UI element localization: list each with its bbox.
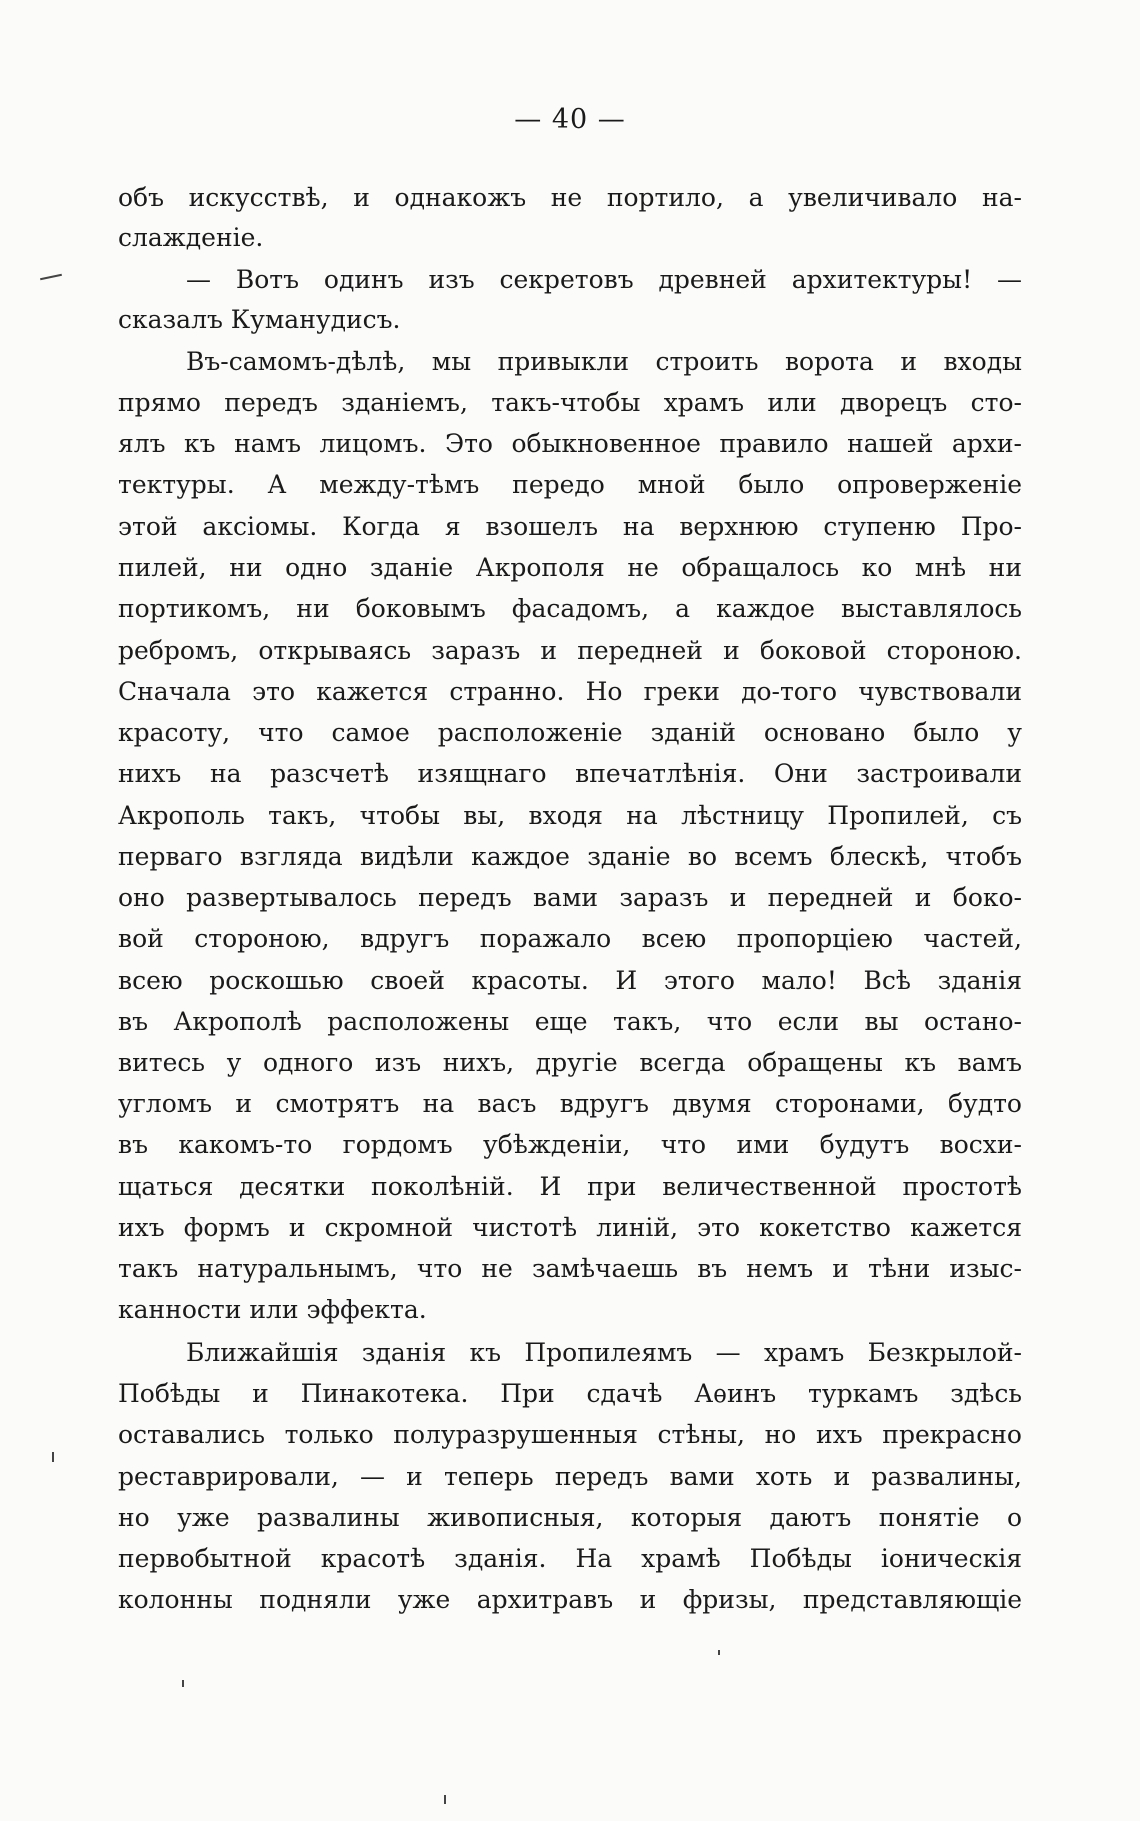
margin-tick-mark bbox=[52, 1452, 54, 1462]
page-number: — 40 — bbox=[514, 104, 626, 135]
text-line: Въ-самомъ-дѣлѣ, мы привыкли строить ворота и входы bbox=[186, 347, 1022, 376]
text-line: перваго взгляда видѣли каждое зданіе во всемъ блескѣ, чтобъ bbox=[118, 842, 1022, 871]
text-line: всею роскошью своей красоты. И этого мало! Всѣ зданія bbox=[118, 966, 1022, 995]
text-line: — Вотъ одинъ изъ секретовъ древней архитектуры! — bbox=[186, 265, 1022, 294]
text-line: угломъ и смотрятъ на васъ вдругъ двумя сторонами, будто bbox=[118, 1089, 1022, 1118]
text-line: Ближайшія зданія къ Пропилеямъ — храмъ Безкрылой- bbox=[186, 1338, 1022, 1367]
text-line: объ искусствѣ, и однакожъ не портило, а увеличивало на- bbox=[118, 183, 1022, 212]
margin-pencil-mark bbox=[40, 274, 62, 281]
text-line: оно развертывалось передъ вами заразъ и передней и боко- bbox=[118, 883, 1022, 912]
text-line: но уже развалины живописныя, которыя даютъ понятіе о bbox=[118, 1503, 1022, 1532]
text-line: красоту, что самое расположеніе зданій основано было у bbox=[118, 718, 1022, 747]
text-line: вой стороною, вдругъ поражало всею пропорціею частей, bbox=[118, 924, 1022, 953]
text-line: ихъ формъ и скромной чистотѣ линій, это кокетство кажется bbox=[118, 1213, 1022, 1242]
text-line: реставрировали, — и теперь передъ вами хоть и развалины, bbox=[118, 1462, 1022, 1491]
text-line: въ Акрополѣ расположены еще такъ, что если вы остано- bbox=[118, 1007, 1022, 1036]
print-speck bbox=[444, 1795, 446, 1804]
text-line: щаться десятки поколѣній. И при величественной простотѣ bbox=[118, 1172, 1022, 1201]
text-line: оставались только полуразрушенныя стѣны, но ихъ прекрасно bbox=[118, 1420, 1022, 1449]
text-line: Побѣды и Пинакотека. При сдачѣ Аѳинъ туркамъ здѣсь bbox=[118, 1379, 1022, 1408]
text-line: Акрополь такъ, чтобы вы, входя на лѣстницу Пропилей, съ bbox=[118, 801, 1022, 830]
text-line: Сначала это кажется странно. Но греки до-того чувствовали bbox=[118, 677, 1022, 706]
text-line: въ какомъ-то гордомъ убѣжденіи, что ими будутъ восхи- bbox=[118, 1130, 1022, 1159]
text-line: ялъ къ намъ лицомъ. Это обыкновенное правило нашей архи- bbox=[118, 429, 1022, 458]
text-line: такъ натуральнымъ, что не замѣчаешь въ немъ и тѣни изыс- bbox=[118, 1254, 1022, 1283]
text-line: тектуры. А между-тѣмъ передо мной было опроверженіе bbox=[118, 470, 1022, 499]
text-line: портикомъ, ни боковымъ фасадомъ, а каждое выставлялось bbox=[118, 594, 1022, 623]
text-line: витесь у одного изъ нихъ, другіе всегда обращены къ вамъ bbox=[118, 1048, 1022, 1077]
text-line: пилей, ни одно зданіе Акрополя не обращалось ко мнѣ ни bbox=[118, 553, 1022, 582]
text-line: первобытной красотѣ зданія. На храмѣ Побѣды іоническія bbox=[118, 1544, 1022, 1573]
print-speck bbox=[718, 1650, 720, 1655]
text-line: сказалъ Куманудисъ. bbox=[118, 305, 401, 334]
text-line: канности или эффекта. bbox=[118, 1295, 427, 1324]
print-speck bbox=[182, 1680, 184, 1687]
text-line: этой аксіомы. Когда я взошелъ на верхнюю ступеню Про- bbox=[118, 512, 1022, 541]
text-line: колонны подняли уже архитравъ и фризы, представляющіе bbox=[118, 1585, 1022, 1614]
text-line: слажденіе. bbox=[118, 223, 264, 252]
text-line: нихъ на разсчетѣ изящнаго впечатлѣнія. Они застроивали bbox=[118, 759, 1022, 788]
text-line: ребромъ, открываясь заразъ и передней и боковой стороною. bbox=[118, 636, 1022, 665]
text-line: прямо передъ зданіемъ, такъ-чтобы храмъ или дворецъ сто- bbox=[118, 388, 1022, 417]
